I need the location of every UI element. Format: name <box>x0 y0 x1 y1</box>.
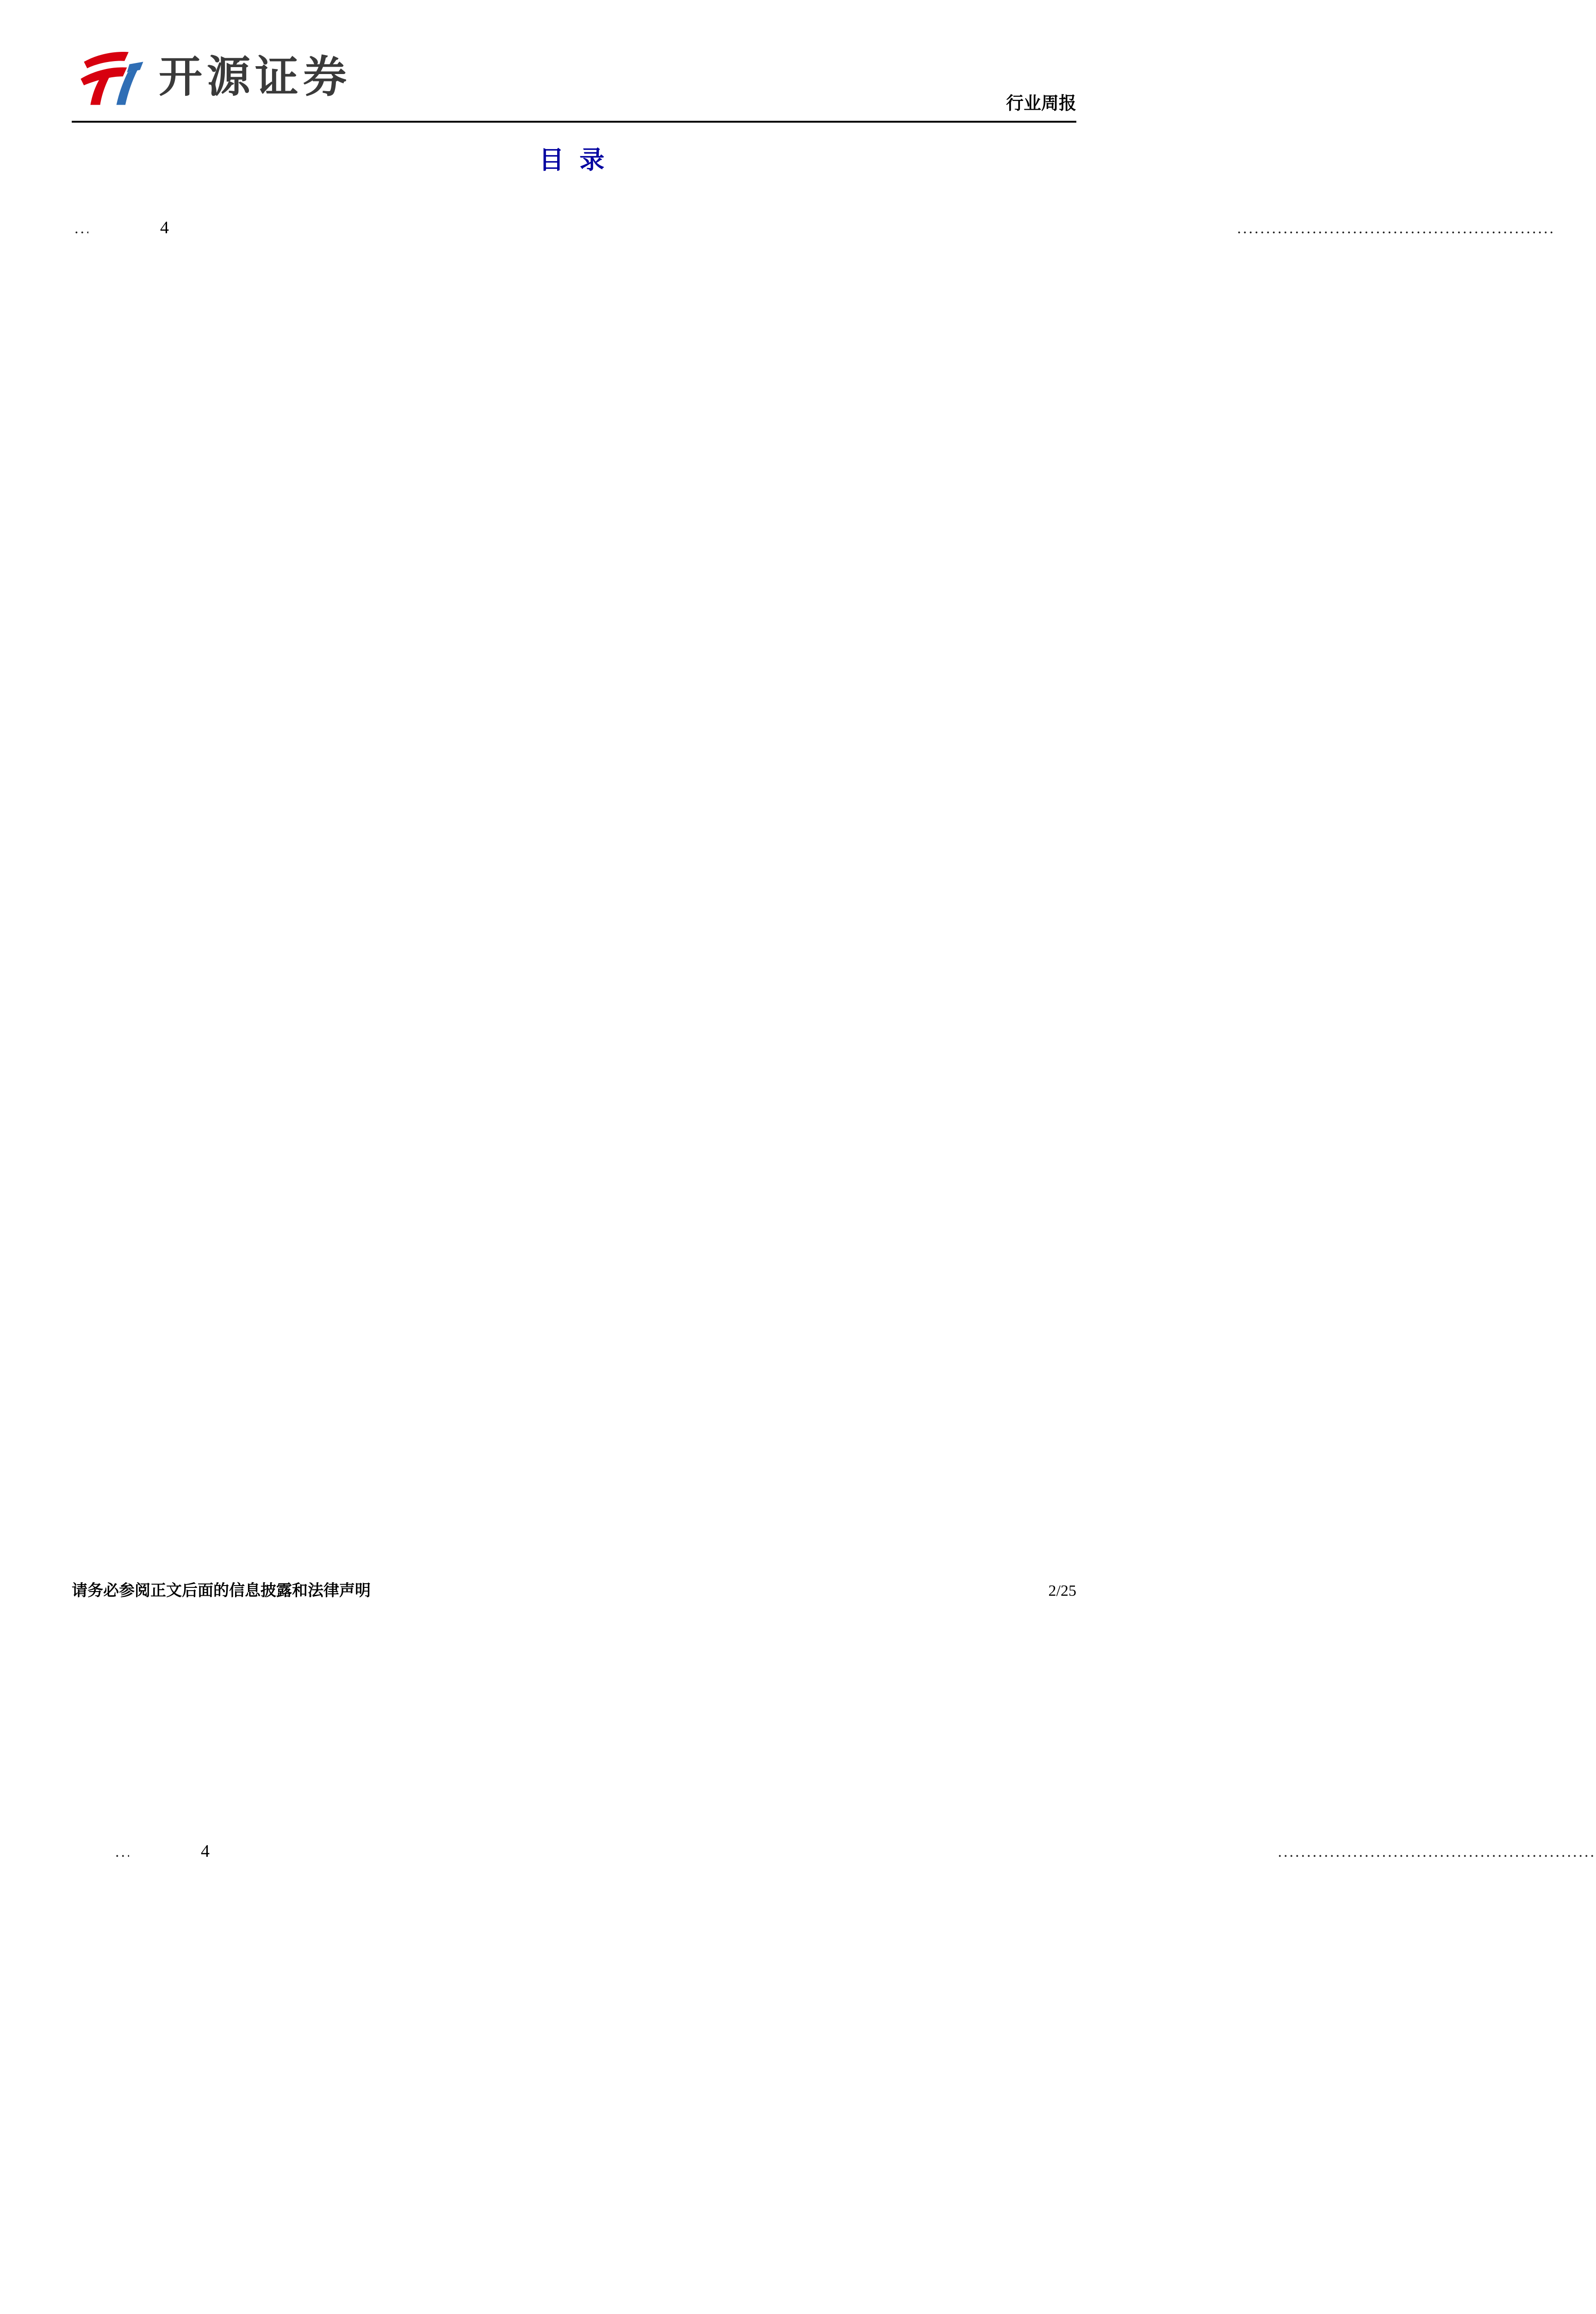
toc-entry <box>72 188 1076 1811</box>
toc-entry-page: 4 <box>88 188 1236 1811</box>
brand <box>72 45 351 117</box>
page-header <box>72 27 1076 117</box>
brand-name: 开源证券 <box>159 52 352 101</box>
toc-entry-page: 4 <box>129 1811 1277 2314</box>
page-footer <box>72 1578 1076 1600</box>
footer-disclaimer: 请务必参阅正文后面的信息披露和法律声明 <box>72 1582 371 1599</box>
toc-entry <box>72 1811 1076 2314</box>
toc-list <box>72 188 1076 2314</box>
footer-page-number: 2/25 <box>1048 1582 1076 1599</box>
report-type-label: 行业周报 <box>1006 94 1076 113</box>
header-divider <box>72 121 1076 123</box>
toc-leader-dots <box>115 1838 126 1865</box>
toc-leader-dots <box>75 215 86 242</box>
toc-title: 目 录 <box>539 146 609 174</box>
brand-logo-icon <box>72 45 145 109</box>
